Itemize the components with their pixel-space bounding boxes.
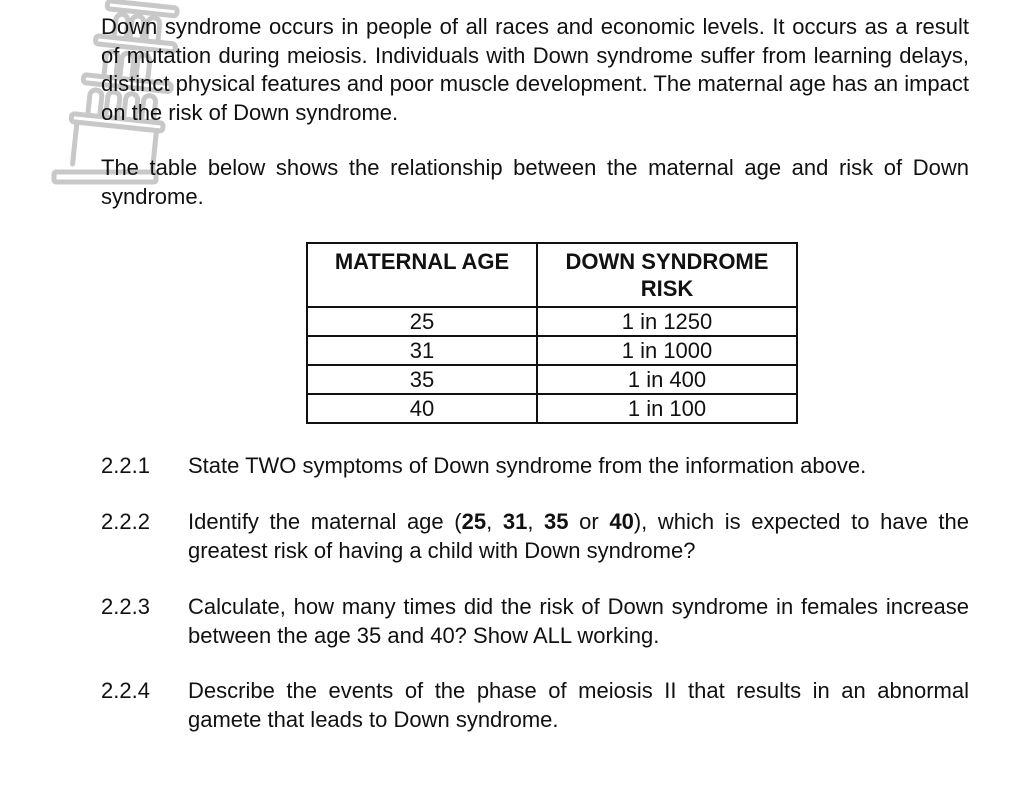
question-number: 2.2.2 [101, 509, 150, 534]
question-number: 2.2.4 [101, 678, 150, 703]
risk-cell: 1 in 400 [537, 365, 797, 394]
separator: , [527, 509, 545, 534]
table-row [307, 307, 797, 336]
question-text-part: ), which is expected to have the greatest risk of having a child with Down syndrome? [188, 509, 969, 563]
age-option: 31 [502, 509, 528, 534]
separator: , [486, 509, 503, 534]
question-text: State TWO symptoms of Down syndrome from the information above. [188, 453, 867, 478]
header-maternal-age: MATERNAL AGE [307, 243, 537, 307]
age-cell: 25 [307, 307, 537, 336]
risk-cell: 1 in 100 [537, 394, 797, 423]
question-number: 2.2.3 [101, 594, 150, 619]
table-header-row [307, 243, 797, 307]
table-row [307, 365, 797, 394]
age-option: 40 [609, 509, 634, 534]
risk-cell: 1 in 1000 [537, 336, 797, 365]
question-text: Calculate, how many times did the risk of Down syndrome in females increase between the age 35 and 40? Show ALL working. [188, 594, 969, 648]
table-row [307, 336, 797, 365]
question-number: 2.2.1 [101, 453, 150, 478]
table-row [307, 394, 797, 423]
header-down-syndrome-risk: DOWN SYNDROME RISK [537, 243, 797, 307]
question-text-part: Identify the maternal age ( [188, 509, 462, 534]
separator: or [568, 509, 610, 534]
question-text: Describe the events of the phase of meiosis II that results in an abnormal gamete that leads to Down syndrome. [188, 678, 969, 732]
intro-paragraph: Down syndrome occurs in people of all races and economic levels. It occurs as a result of mutation during meiosis. Individuals with Down syndrome suffer from learning delays, distinct physical features and poor muscle development. The maternal age has an impact on the risk of Down syndrome. [101, 14, 969, 125]
question-text [188, 508, 969, 565]
age-cell: 35 [307, 365, 537, 394]
age-option: 25 [461, 509, 487, 534]
table-intro-paragraph: The table below shows the relationship between the maternal age and risk of Down syndrome. [101, 155, 969, 209]
age-option: 35 [544, 509, 569, 534]
maternal-age-risk-table [306, 242, 798, 424]
age-cell: 31 [307, 336, 537, 365]
age-cell: 40 [307, 394, 537, 423]
risk-cell: 1 in 1250 [537, 307, 797, 336]
